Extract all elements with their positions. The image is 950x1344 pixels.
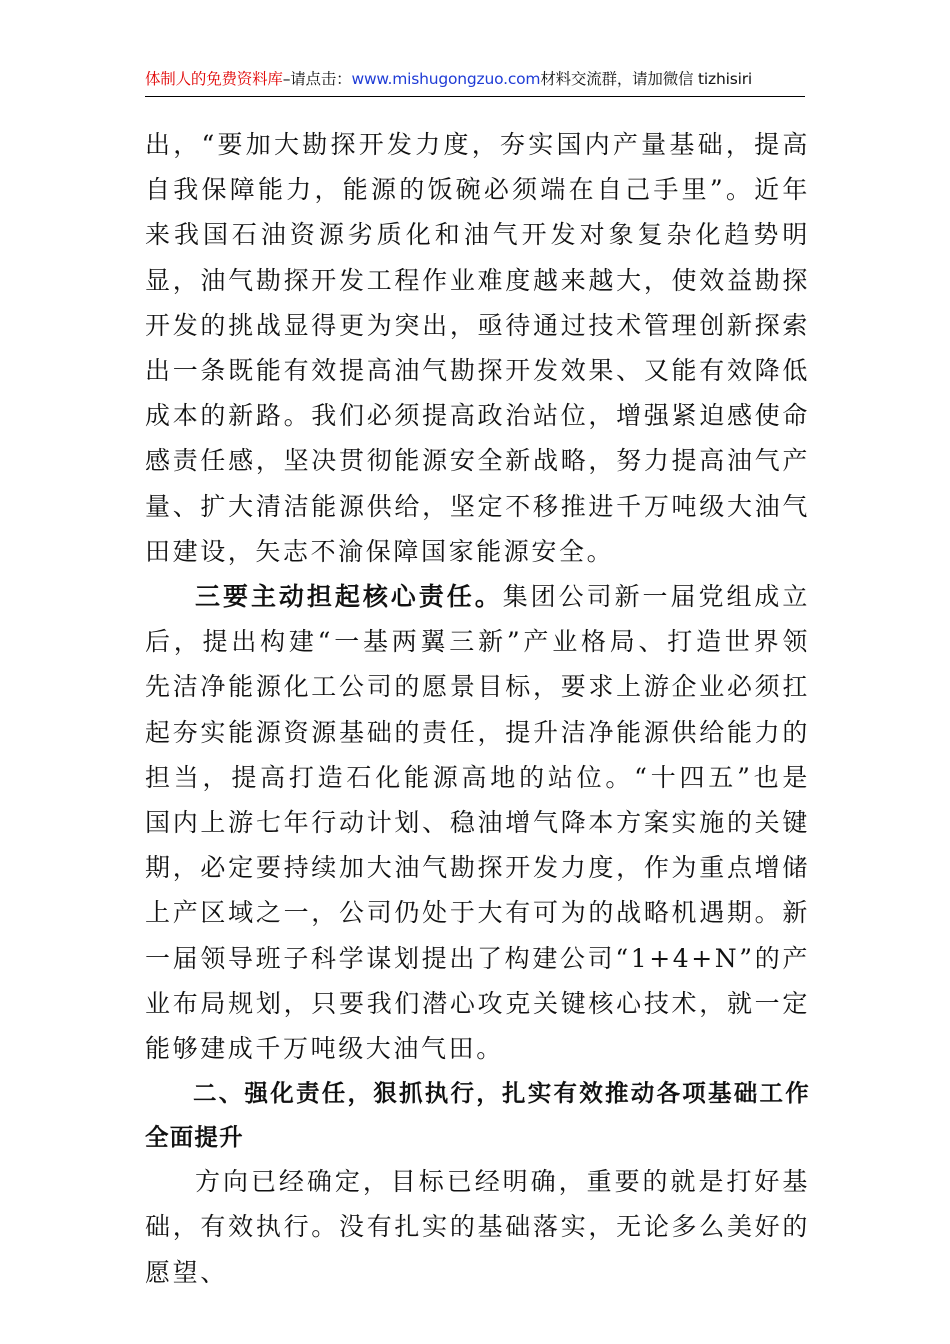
paragraph-execution: 方向已经确定，目标已经明确，重要的就是打好基础，有效执行。没有扎实的基础落实，无论多么美好的愿望、 — [145, 1167, 810, 1287]
paragraph-core-responsibility — [145, 574, 810, 1071]
paragraph-body-text: 集团公司新一届党组成立后，提出构建“一基两翼三新”产业格局、打造世界领先洁净能源化工公司的愿景目标，要求上游企业必须扛起夯实能源资源基础的责任，提升洁净能源供给能力的担当，提高打造石化能源高地的站位。“十四五”也是国内上游七年行动计划、稳油增气降本方案实施的关键期，必定要持续加大油气勘探开发力度，作为重点增储上产区域之一，公司仍处于大有可为的战略机遇期。新一届领导班子科学谋划提出了构建公司“1+4+N”的产业布局规划，只要我们潜心攻克关键核心技术，就一定能够建成千万吨级大油气田。 — [145, 582, 810, 1064]
header-click-prompt: –请点击： — [282, 70, 352, 88]
paragraph-lead-sentence: 三要主动担起核心责任。 — [195, 582, 503, 612]
header-contact-text: 材料交流群，请加微信 tizhisiri — [540, 70, 752, 88]
page-header — [145, 64, 805, 97]
header-url-link[interactable]: www.mishugongzuo.com — [351, 70, 541, 88]
paragraph-continuation: 出，“要加大勘探开发力度，夯实国内产量基础，提高自我保障能力，能源的饭碗必须端在自己手里”。近年来我国石油资源劣质化和油气开发对象复杂化趋势明显，油气勘探开发工程作业难度越来越大，使效益勘探开发的挑战显得更为突出，亟待通过技术管理创新探索出一条既能有效提高油气勘探开发效果、又能有效降低成本的新路。我们必须提高政治站位，增强紧迫感使命感责任感，坚决贯彻能源安全新战略，努力提高油气产量、扩大清洁能源供给，坚定不移推进千万吨级大油气田建设，矢志不渝保障国家能源安全。 — [145, 130, 810, 566]
section-heading: 二、强化责任，狠抓执行，扎实有效推动各项基础工作全面提升 — [145, 1079, 810, 1152]
document-body — [145, 122, 810, 1295]
header-site-name: 体制人的免费资料库 — [145, 70, 283, 88]
